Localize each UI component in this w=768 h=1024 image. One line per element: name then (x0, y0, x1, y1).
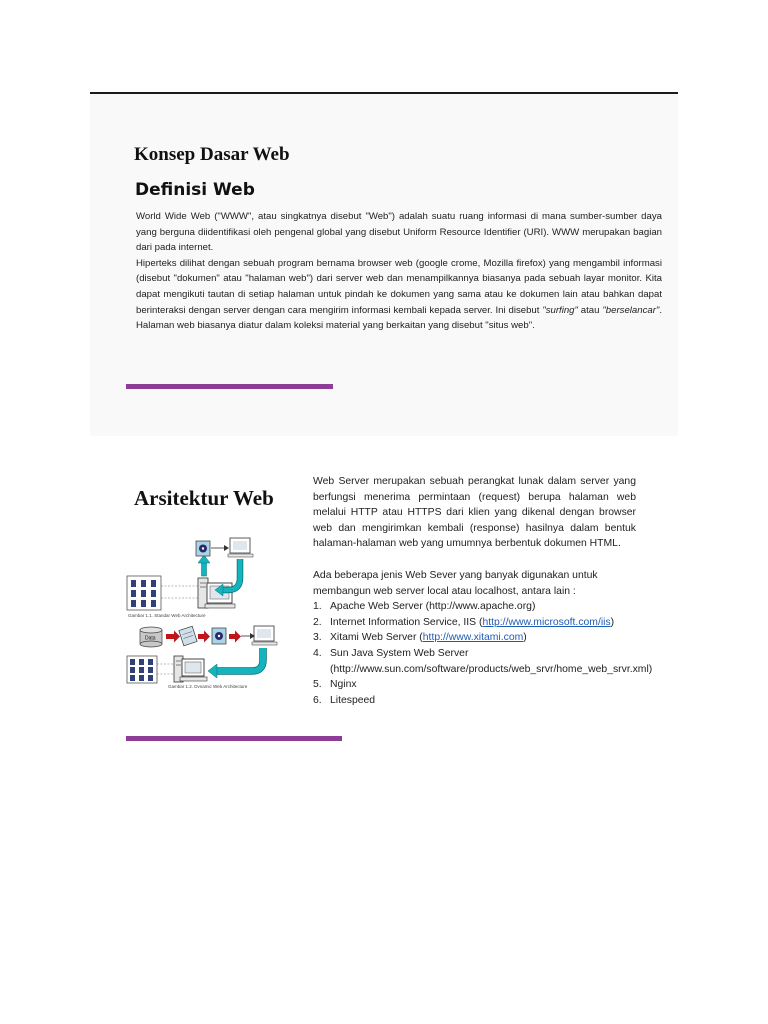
architecture-title: Arsitektur Web (134, 486, 274, 510)
list-item (313, 615, 636, 631)
list-item-text: Litespeed (330, 694, 376, 706)
slide-konsep-dasar-web (90, 92, 678, 436)
list-number: 3. (313, 632, 322, 644)
database-label: Data (145, 635, 156, 642)
caption-dynamic-architecture: Gambar 1.2. Dynamic Web Architecture (168, 684, 248, 688)
database-icon (140, 627, 162, 647)
list-item-text: Internet Information Service, IIS ( (330, 616, 483, 628)
berselancar-term: "berselancar" (602, 304, 660, 316)
paragraph-1: World Wide Web ("WWW", atau singkatnya disebut "Web") adalah suatu ruang informasi di mana sumber-sumber daya yang berguna diidentifikasi oleh pengenal global yang disebut Uniform Resource Identifier (URI). WWW merupakan bagian dari pada internet. (136, 211, 662, 254)
accent-bar (126, 384, 333, 389)
paragraph-2 (136, 256, 662, 334)
paragraph-2-mid: atau (577, 304, 603, 316)
list-number: 4. (313, 647, 322, 659)
list-item (313, 677, 636, 693)
web-server-paragraph: Web Server merupakan sebuah perangkat lunak dalam server yang berfungsi menerima permintaan (request) berupa halaman web melalui HTTP atau HTTPS dari klien yang dikenal dengan browser web dan mengirimkan kembali (response) hasilnya dalam bentuk halaman-halaman web yang umumnya berbentuk dokumen HTML. (313, 476, 636, 550)
client-pc-icon (241, 626, 277, 645)
surfing-term: "surfing" (542, 304, 578, 316)
list-number: 6. (313, 694, 322, 706)
web-architecture-diagram (126, 528, 322, 688)
web-server-types-intro: Ada beberapa jenis Web Sever yang banyak digunakan untuk membangun web server local atau localhost, antara lain : (313, 569, 598, 597)
list-item-text: Xitami Web Server ( (330, 632, 423, 644)
server-tower-icon (198, 578, 208, 608)
web-page-icon (196, 541, 210, 556)
section-heading: Definisi Web (135, 180, 255, 200)
definition-text (136, 209, 662, 334)
client-pc-icon (228, 538, 253, 557)
paragraph-2-end: . Halaman web biasanya diatur dalam koleksi material yang berkaitan yang disebut "situs web". (136, 304, 662, 332)
paragraph-2-start: Hiperteks dilihat dengan sebuah program bernama browser web (google crome, Mozilla firefox) yang mengambil informasi (disebut "dokumen" atau "halaman web") dari server web dan menampilkannya biasanya pada sebuah layar monitor. Kita dapat mengikuti tautan di setiap halaman untuk pindah ke dokumen yang sama atau ke dokumen lain atau bahkan dapat berinteraksi dengan server dengan cara mengirim informasi kembali kepada server. Ini disebut (136, 257, 662, 316)
client-grid-icon (127, 656, 157, 683)
page-title: Konsep Dasar Web (134, 144, 290, 165)
dynamic-page-icon (179, 626, 197, 646)
red-arrow-icon (166, 631, 180, 643)
list-item-text: ) (523, 632, 527, 644)
list-item (313, 630, 636, 646)
client-grid-icon (127, 576, 161, 610)
slide-arsitektur-web (90, 470, 678, 750)
list-item-text: Nginx (330, 679, 357, 691)
red-arrow-icon (229, 631, 241, 643)
list-number: 5. (313, 679, 322, 691)
accent-bar (126, 736, 342, 741)
list-number: 2. (313, 616, 322, 628)
list-item (313, 693, 636, 709)
teal-up-arrow-icon (198, 555, 210, 576)
web-server-description (313, 474, 653, 708)
list-item (313, 646, 653, 677)
arrow-to-client-icon (211, 545, 229, 551)
web-page-icon (212, 628, 226, 644)
list-item-text: Sun Java System Web Server (http://www.sun.com/software/products/web_srvr/home_web_srvr.xml) (330, 647, 653, 675)
server-link[interactable]: http://www.microsoft.com/iis (482, 616, 611, 628)
web-server-list (313, 599, 653, 708)
server-link[interactable]: http://www.xitami.com (422, 632, 524, 644)
list-item (313, 599, 636, 615)
list-number: 1. (313, 601, 322, 613)
server-monitor-icon (180, 659, 207, 681)
list-item-text: Apache Web Server (http://www.apache.org) (330, 601, 536, 613)
caption-standard-architecture: Gambar 1.1. Standar Web Architecture (128, 613, 206, 618)
teal-return-arrow-icon (208, 648, 263, 678)
list-item-text: ) (610, 616, 615, 628)
red-arrow-icon (198, 631, 210, 643)
teal-return-arrow-icon (215, 559, 240, 596)
